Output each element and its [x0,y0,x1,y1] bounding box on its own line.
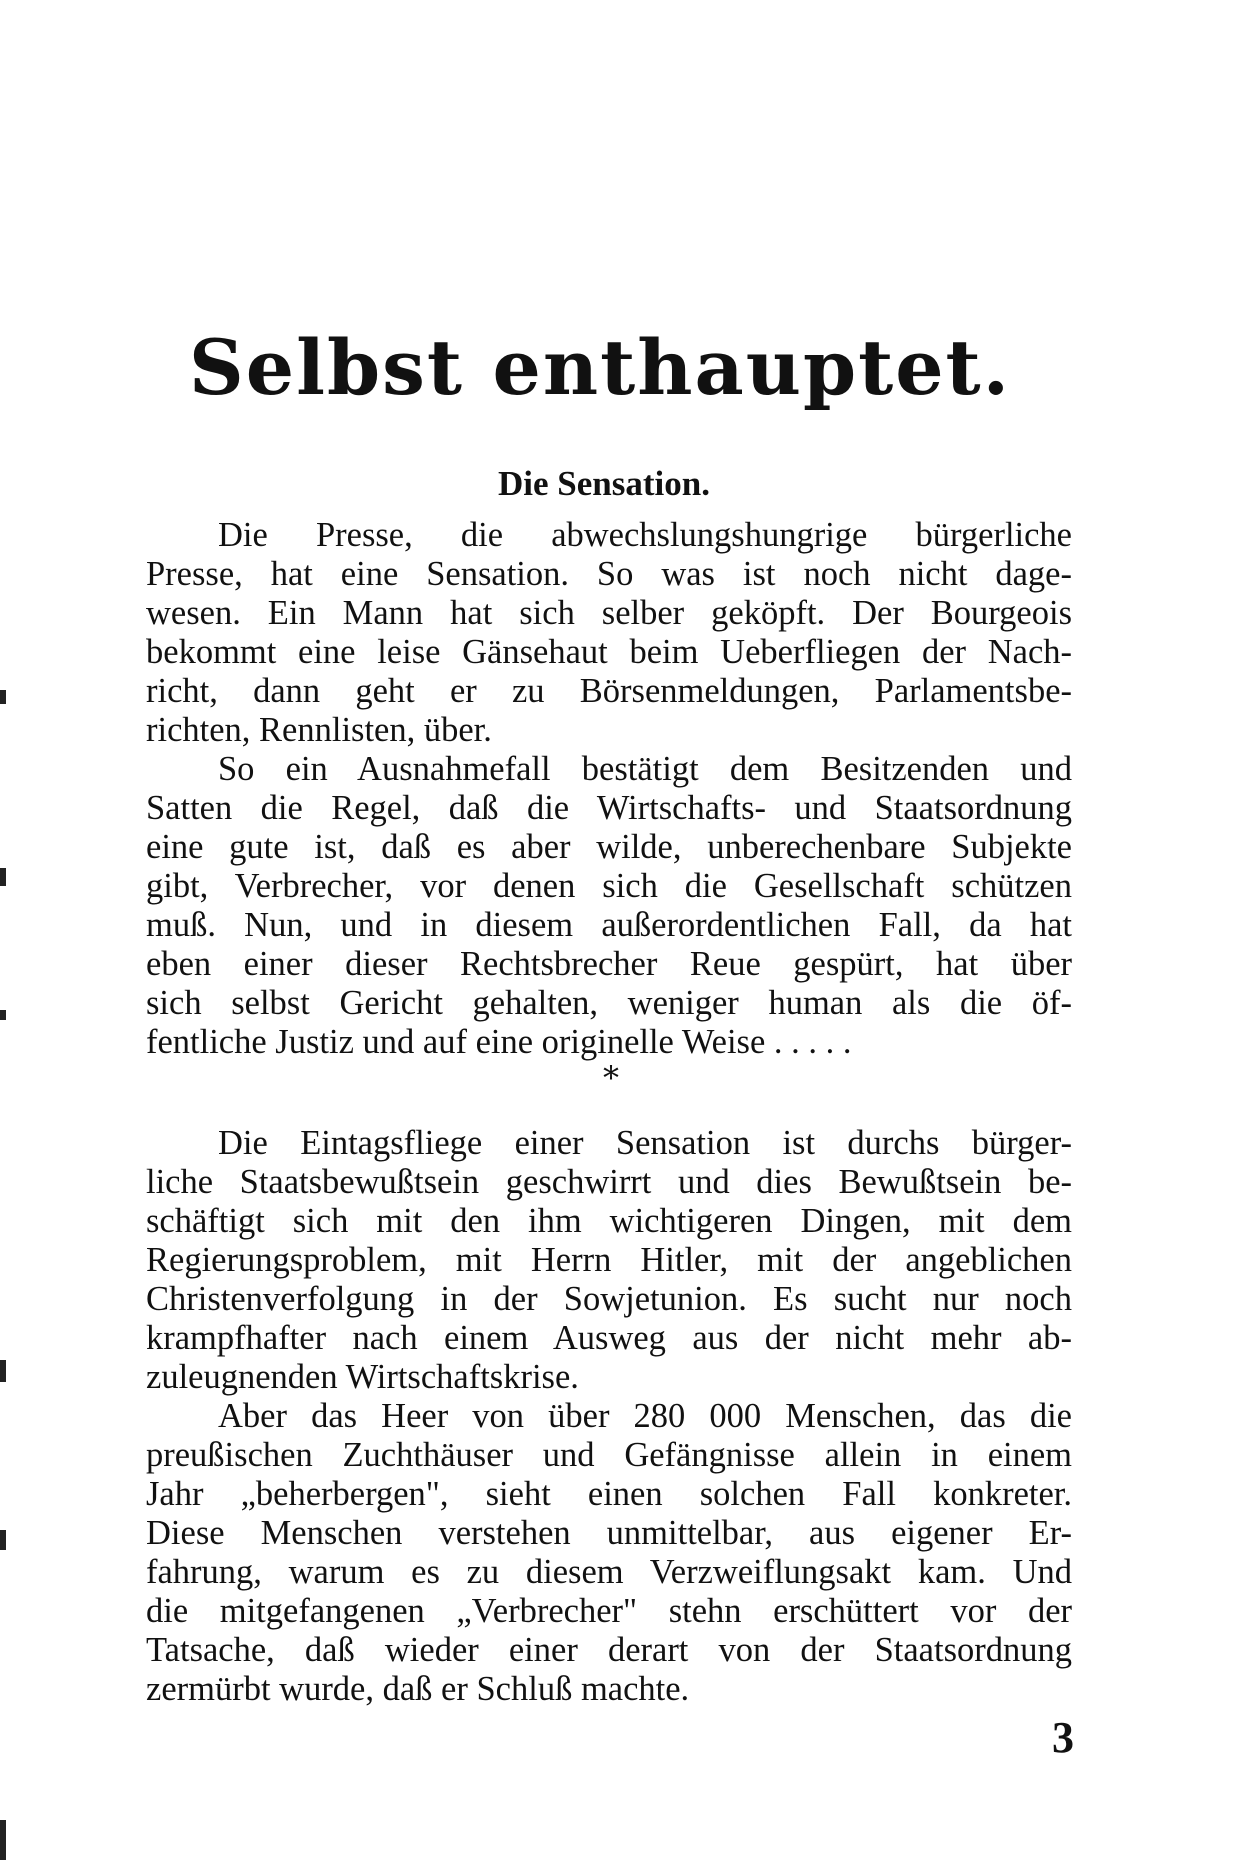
text-line: richt, dann geht er zu Börsenmeldungen, Parlamentsbe- [146,672,1072,710]
text-line: Jahr „beherbergen", sieht einen solchen Fall konkreter. [146,1475,1072,1513]
text-line: preußischen Zuchthäuser und Gefängnisse allein in einem [146,1436,1072,1474]
text-line: Die Presse, die abwechslungshungrige bürgerliche [218,516,1072,554]
text-line: So ein Ausnahmefall bestätigt dem Besitzenden und [218,750,1072,788]
text-line: fahrung, warum es zu diesem Verzweiflungsakt kam. Und [146,1553,1072,1591]
text-line: bekommt eine leise Gänsehaut beim Ueberfliegen der Nach- [146,633,1072,671]
text-line: Diese Menschen verstehen unmittelbar, aus eigener Er- [146,1514,1072,1552]
text-line: die mitgefangenen „Verbrecher" stehn erschüttert vor der [146,1592,1072,1630]
text-line: liche Staatsbewußtsein geschwirrt und dies Bewußtsein be- [146,1163,1072,1201]
text-line: zermürbt wurde, daß er Schluß machte. [146,1670,690,1708]
text-line: Presse, hat eine Sensation. So was ist noch nicht dage- [146,555,1072,593]
text-line: Tatsache, daß wieder einer derart von der Staatsordnung [146,1631,1072,1669]
text-line: muß. Nun, und in diesem außerordentlichen Fall, da hat [146,906,1072,944]
section-separator: * [603,1059,619,1097]
text-line: Die Eintagsfliege einer Sensation ist durchs bürger- [218,1124,1072,1162]
scan-edge-mark [0,1820,6,1860]
section-2-text [146,1124,1072,1709]
scan-edge-mark [0,690,6,704]
text-line: gibt, Verbrecher, vor denen sich die Gesellschaft schützen [146,867,1072,905]
section-1-text [146,516,1072,1062]
text-line: Aber das Heer von über 280 000 Menschen, das die [218,1397,1072,1435]
scan-edge-mark [0,1530,6,1550]
page-number: 3 [1052,1713,1074,1762]
text-line: sich selbst Gericht gehalten, weniger human als die öf- [146,984,1072,1022]
scan-edge-mark [0,1360,6,1382]
section-heading: Die Sensation. [498,464,710,503]
text-line: fentliche Justiz und auf eine originelle Weise . . . . . [146,1023,852,1061]
text-line: wesen. Ein Mann hat sich selber geköpft. Der Bourgeois [146,594,1072,632]
text-line: Christenverfolgung in der Sowjetunion. Es sucht nur noch [146,1280,1072,1318]
text-line: eine gute ist, daß es aber wilde, unberechenbare Subjekte [146,828,1072,866]
text-line: schäftigt sich mit den ihm wichtigeren Dingen, mit dem [146,1202,1072,1240]
text-line: richten, Rennlisten, über. [146,711,492,749]
scan-edge-mark [0,1010,6,1020]
text-line: krampfhafter nach einem Ausweg aus der nicht mehr ab- [146,1319,1072,1357]
page-title: Selbst enthauptet. [188,323,1012,412]
text-line: Satten die Regel, daß die Wirtschafts- und Staatsordnung [146,789,1072,827]
scan-edge-mark [0,868,6,886]
text-line: eben einer dieser Rechtsbrecher Reue gespürt, hat über [146,945,1072,983]
text-line: zuleugnenden Wirtschaftskrise. [146,1358,579,1396]
text-line: Regierungsproblem, mit Herrn Hitler, mit der angeblichen [146,1241,1072,1279]
